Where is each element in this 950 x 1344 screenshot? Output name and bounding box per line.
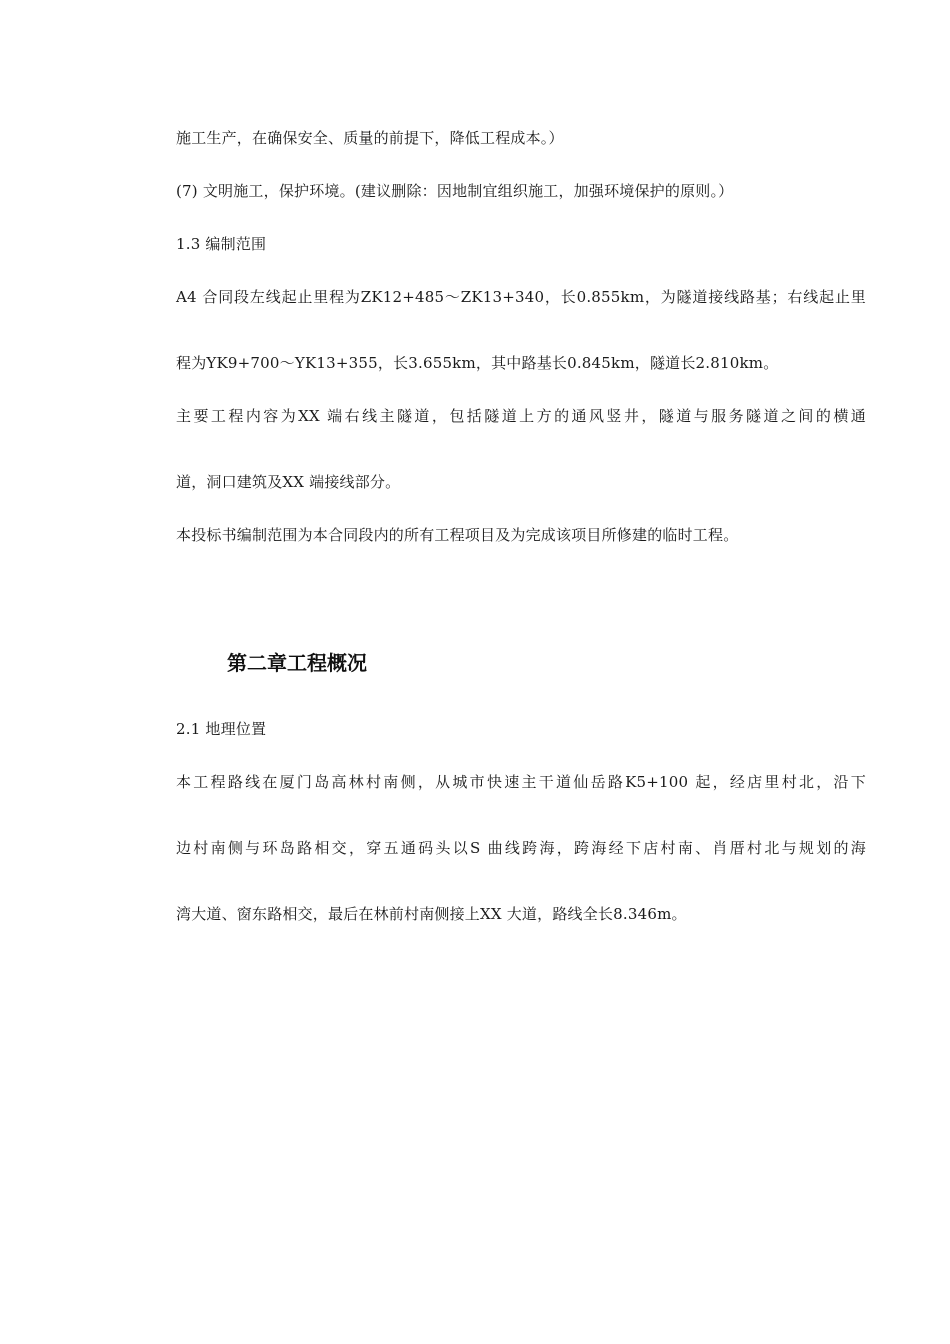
principle-item-7: (7) 文明施工，保护环境。(建议删除：因地制宜组织施工，加强环境保护的原则。）	[176, 182, 734, 200]
chapter-title: 第二章工程概况	[227, 651, 367, 675]
section-heading-1-3: 1.3 编制范围	[176, 235, 267, 253]
location-paragraph-line-2: 边村南侧与环岛路相交，穿五通码头以S 曲线跨海，跨海经下店村南、肖厝村北与规划的海	[176, 839, 866, 857]
scope-paragraph-1-line-1: A4 合同段左线起止里程为ZK12+485～ZK13+340，长0.855km，为隧道接线路基；右线起止里	[176, 288, 866, 306]
location-paragraph-line-3: 湾大道、窗东路相交，最后在林前村南侧接上XX 大道，路线全长8.346m。	[176, 905, 687, 923]
scope-paragraph-1-line-2: 程为YK9+700～YK13+355，长3.655km，其中路基长0.845km，隧道长2.810km。	[176, 354, 779, 372]
scope-paragraph-3: 本投标书编制范围为本合同段内的所有工程项目及为完成该项目所修建的临时工程。	[176, 526, 739, 544]
scope-paragraph-2-line-1: 主要工程内容为XX 端右线主隧道，包括隧道上方的通风竖井，隧道与服务隧道之间的横通	[176, 407, 866, 425]
scope-paragraph-2-line-2: 道，洞口建筑及XX 端接线部分。	[176, 473, 401, 491]
section-heading-2-1: 2.1 地理位置	[176, 720, 267, 738]
location-paragraph-line-1: 本工程路线在厦门岛高林村南侧，从城市快速主干道仙岳路K5+100 起，经店里村北，沿下	[176, 773, 866, 791]
paragraph-line: 施工生产，在确保安全、质量的前提下，降低工程成本。）	[176, 129, 564, 147]
